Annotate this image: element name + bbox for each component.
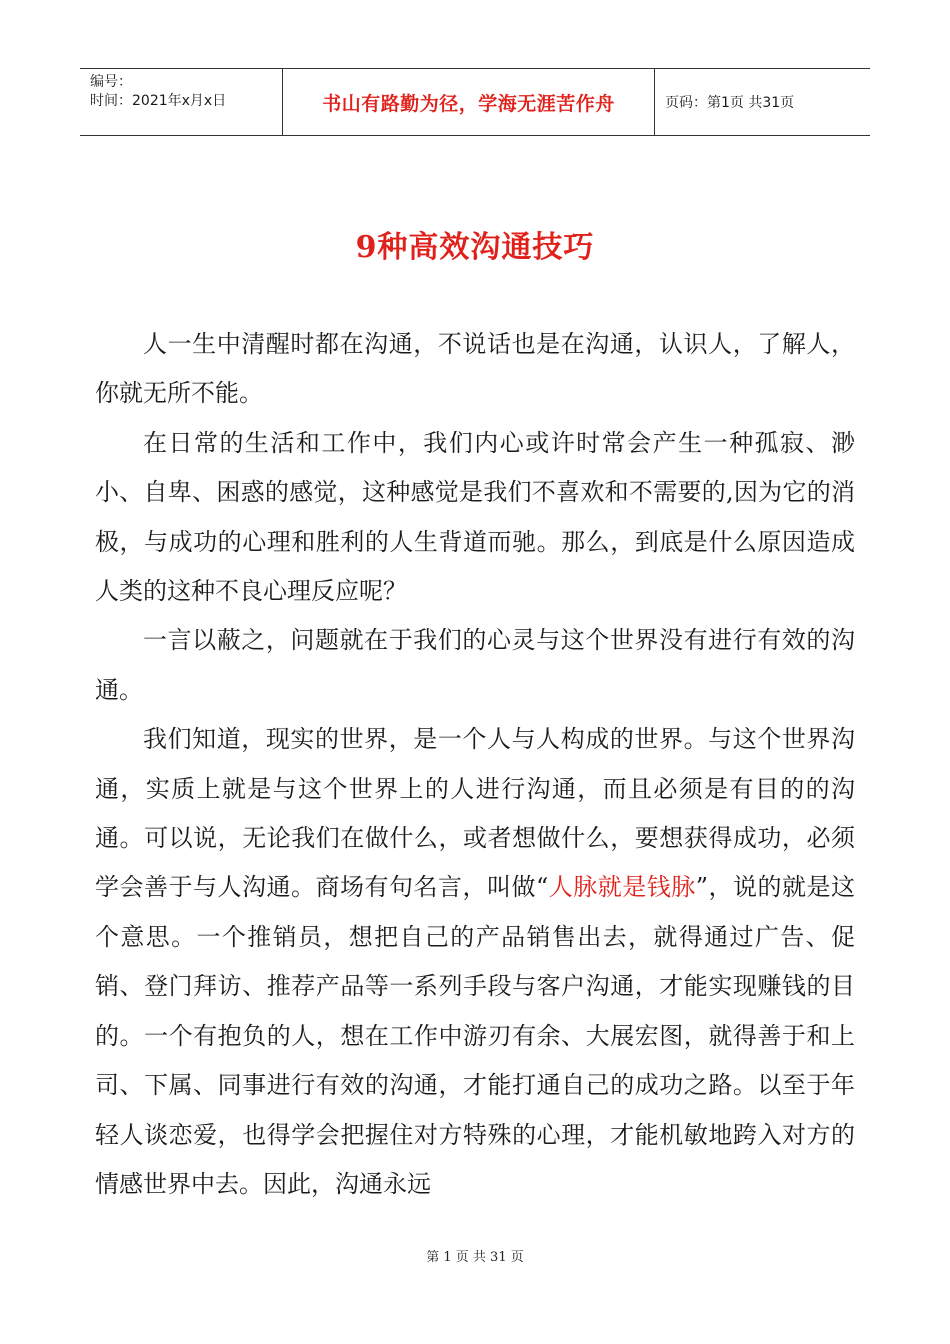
paragraph-2: 在日常的生活和工作中，我们内心或许时常会产生一种孤寂、渺小、自卑、困惑的感觉，这种感觉是我们不喜欢和不需要的,因为它的消极，与成功的心理和胜利的人生背道而驰。那么，到底是什么原因造成人类的这种不良心理反应呢？ [95,428,855,606]
document-title: 9种高效沟通技巧 [355,230,595,265]
header-meta [80,69,282,135]
header-motto: 书山有路勤为径，学海无涯苦作舟 [282,69,655,135]
highlighted-phrase: 人脉就是钱脉 [548,873,696,902]
document-header [80,68,870,136]
paragraph-4 [95,715,855,1209]
paragraph-4-text-before: 我们知道，现实的世界，是一个人与人构成的世界。与这个世界沟通，实质上就是与这个世界上的人进行沟通，而且必须是有目的的沟通。可以说，无论我们在做什么，或者想做什么，要想获得成功，必须学会善于与人沟通。商场有句名言，叫做“ [95,725,855,902]
paragraph-3: 一言以蔽之，问题就在于我们的心灵与这个世界没有进行有效的沟通。 [95,626,855,704]
document-body [95,320,855,1209]
header-page-info: 页码：第1页 共31页 [665,95,795,111]
time-label: 时间：2021年x月x日 [90,93,227,109]
code-label: 编号： [90,74,132,90]
paragraph-1: 人一生中清醒时都在沟通，不说话也是在沟通，认识人，了解人，你就无所不能。 [95,330,855,408]
paragraph-4-text-after: ”，说的就是这个意思。一个推销员，想把自己的产品销售出去，就得通过广告、促销、登门拜访、推荐产品等一系列手段与客户沟通，才能实现赚钱的目的。一个有抱负的人，想在工作中游刃有余、大展宏图，就得善于和上司、下属、同事进行有效的沟通，才能打通自己的成功之路。以至于年轻人谈恋爱，也得学会把握住对方特殊的心理，才能机敏地跨入对方的情感世界中去。因此，沟通永远 [95,873,855,1198]
page-footer: 第 1 页 共 31 页 [426,1250,524,1265]
